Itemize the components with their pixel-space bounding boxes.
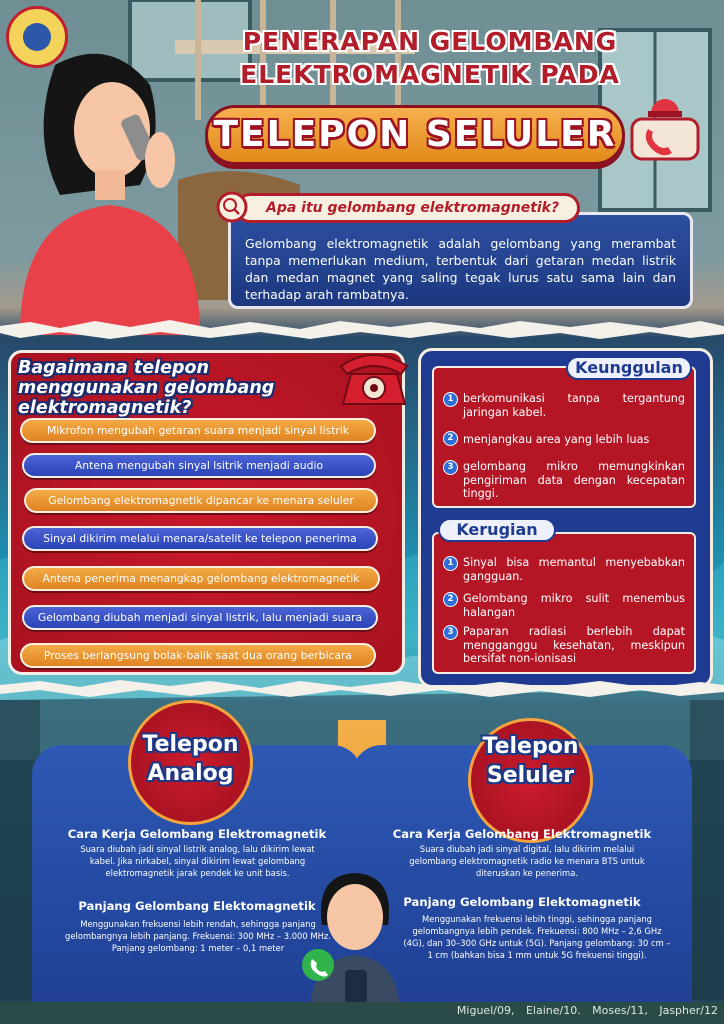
advantages-title: Keunggulan — [566, 356, 692, 380]
definition-text: Gelombang elektromagnetik adalah gelombang yang merambat tanpa memerlukan medium, terbentuk dari getaran medan listrik dan medan magnet yang saling tegak lurus satu sama lain dan terhadap arah rambatnya. — [245, 236, 676, 302]
ringing-phone-icon — [630, 85, 700, 163]
number-badge: 2 — [443, 592, 458, 607]
cellular-badge-title — [468, 732, 593, 790]
step-4: Sinyal dikirim melalui menara/satelit ke telepon penerima — [22, 526, 378, 551]
paper-tear-divider — [0, 318, 724, 340]
title-line-1: PENERAPAN GELOMBANG — [242, 27, 618, 56]
step-6: Gelombang diubah menjadi sinyal listrik, lalu menjadi suara — [22, 605, 378, 630]
cellular-badge-line2: Seluler — [486, 763, 575, 788]
analog-badge-line1: Telepon — [142, 732, 239, 757]
boy-on-phone-illustration — [300, 855, 410, 1015]
rotary-phone-icon — [335, 348, 413, 408]
disadvantage-item: Paparan radiasi berlebih dapat mengganggu kesehatan, meskipun bersifat non-ionisasi — [463, 625, 685, 665]
cellular-heading-2: Panjang Gelombang Elektomagnetik — [403, 895, 641, 909]
definition-box — [228, 212, 693, 309]
cellular-text-2: Menggunakan frekuensi lebih tinggi, sehingga panjang gelombangnya lebih pendek. Frekuensi: 800 MHz – 2,6 GHz (4G), dan 30–300 GHz untuk (5G). Panjang gelombang: 30 cm – 1 cm (bahkan bisa 1 mm untuk 5G frekuensi tinggi). — [403, 914, 671, 960]
cellular-badge-line1: Telepon — [482, 734, 579, 759]
definition-question: Apa itu gelombang elektromagnetik? — [235, 193, 580, 223]
magnifier-icon — [215, 190, 249, 224]
step-7: Proses berlangsung bolak-balik saat dua orang berbicara — [20, 643, 376, 668]
title-line-2: ELEKTROMAGNETIK PADA — [240, 60, 620, 89]
number-badge: 1 — [443, 392, 458, 407]
step-3: Gelombang elektromagnetik dipancar ke menara seluler — [24, 488, 378, 513]
title-top — [230, 25, 630, 91]
number-badge: 1 — [443, 556, 458, 571]
analog-heading-2: Panjang Gelombang Elektomagnetik — [78, 899, 316, 913]
analog-text-1: Suara diubah jadi sinyal listrik analog, lalu dikirim lewat kabel. Jika nirkabel, sinyal dikirim lewat gelombang elektromagnetik jarak pendek ke unit basis. — [80, 844, 315, 878]
number-badge: 3 — [443, 625, 458, 640]
number-badge: 3 — [443, 460, 458, 475]
advantage-item: berkomunikasi tanpa tergantung jaringan kabel. — [463, 392, 685, 419]
analog-badge-title — [128, 730, 253, 788]
title-main: TELEPON SELULER — [213, 114, 617, 155]
analog-heading-1: Cara Kerja Gelombang Elektromagnetik — [67, 827, 327, 841]
disadvantage-item: Gelombang mikro sulit menembus halangan — [463, 592, 685, 619]
cellular-heading-1: Cara Kerja Gelombang Elektromagnetik — [392, 827, 652, 841]
advantage-item: menjangkau area yang lebih luas — [463, 433, 650, 446]
number-badge: 2 — [443, 431, 458, 446]
woman-on-phone-illustration — [0, 45, 215, 335]
step-1: Mikrofon mengubah getaran suara menjadi sinyal listrik — [20, 418, 376, 443]
analog-badge-line2: Analog — [147, 761, 234, 786]
paper-tear-divider — [0, 678, 724, 698]
authors: Miguel/09, Elaine/10. Moses/11, Jaspher/12 — [456, 1004, 718, 1017]
advantage-item: gelombang mikro memungkinkan pengiriman data dengan kecepatan tinggi. — [463, 460, 685, 500]
step-2: Antena mengubah sinyal lsitrik menjadi audio — [22, 453, 376, 478]
disadvantages-title: Kerugian — [438, 518, 556, 542]
disadvantage-item: Sinyal bisa memantul menyebabkan gangguan. — [463, 556, 685, 583]
how-it-works-title: Bagaimana telepon menggunakan gelombang elektromagnetik? — [18, 358, 275, 418]
analog-text-2: Menggunakan frekuensi lebih rendah, sehingga panjang gelombangnya lebih panjang. Frekuensi: 300 MHz – 3.000 MHz. Panjang gelombang: 1 meter – 0,1 meter — [65, 919, 331, 953]
cellular-text-1: Suara diubah jadi sinyal digital, lalu dikirim melalui gelombang elektromagnetik radio ke menara BTS untuk diteruskan ke penerima. — [409, 844, 645, 878]
step-5: Antena penerima menangkap gelombang elektromagnetik — [22, 566, 380, 591]
